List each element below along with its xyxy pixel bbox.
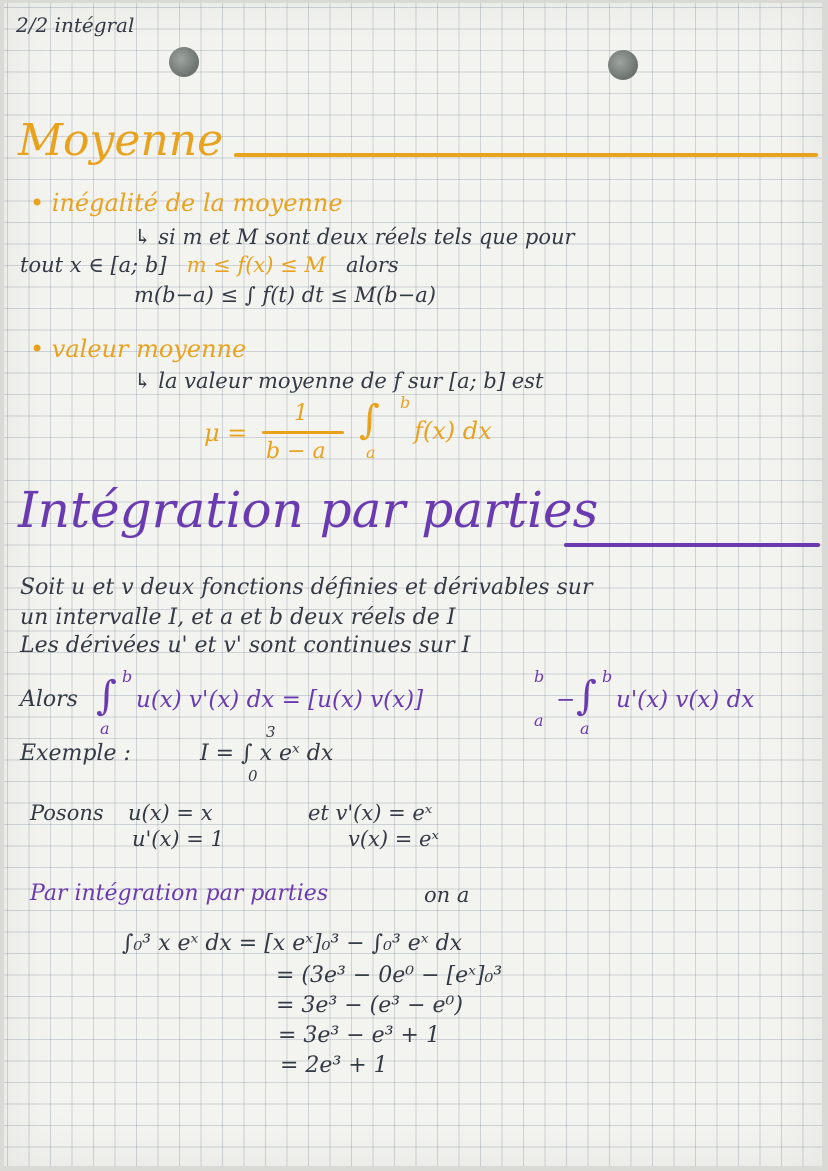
fraction-bar (262, 431, 344, 434)
integral-upper-bound: b (400, 393, 411, 412)
formula-minus: − (556, 687, 576, 713)
on-a: on a (424, 883, 470, 907)
integral-sign: ∫ (359, 397, 380, 443)
integral-lower-bound: a (366, 443, 376, 462)
section-title-moyenne: Moyenne (18, 115, 224, 166)
fraction-denominator: b − a (266, 439, 326, 464)
v-definition: v(x) = eˣ (348, 827, 439, 851)
alors-label: Alors (20, 687, 78, 712)
bound-upper: b (602, 667, 613, 686)
bound-lower: a (580, 719, 590, 738)
mu-symbol: μ = (204, 419, 248, 447)
calc-line: = 3e³ − (e³ − e⁰) (276, 993, 463, 1018)
bound-upper: b (122, 667, 133, 686)
notebook-page (4, 3, 822, 1166)
inegalite-line-1: ↳ si m et M sont deux réels tels que pour (134, 225, 575, 249)
formula-rhs: u'(x) v(x) dx (616, 687, 755, 713)
heading-inegalite: • inégalité de la moyenne (30, 189, 343, 217)
punch-hole-left (169, 47, 199, 77)
heading-valeur-moyenne: • valeur moyenne (30, 335, 247, 363)
example-expression: I = ∫ x eˣ dx (200, 741, 334, 766)
bracket-lower-bound: a (534, 711, 544, 730)
section-title-ipp: Intégration par parties (18, 481, 599, 539)
posons-label: Posons (30, 801, 104, 825)
ipp-text-line-2: un intervalle I, et a et b deux réels de I (20, 605, 456, 630)
bracket-upper-bound: b (534, 667, 545, 686)
v-prime-definition: et v'(x) = eˣ (308, 801, 433, 825)
par-integration-heading: Par intégration par parties (30, 881, 329, 906)
formula-lhs: u(x) v'(x) dx = [u(x) v(x)] (136, 687, 424, 713)
calc-line: = 2e³ + 1 (280, 1053, 388, 1078)
integrand: f(x) dx (414, 417, 492, 445)
integral-sign: ∫ (576, 673, 597, 719)
punch-hole-right (608, 50, 638, 80)
ipp-text-line-1: Soit u et v deux fonctions définies et dérivables sur (20, 575, 593, 600)
example-label: Exemple : (20, 741, 131, 766)
calc-line: = 3e³ − e³ + 1 (278, 1023, 440, 1048)
valeur-line-1: ↳ la valeur moyenne de f sur [a; b] est (134, 369, 544, 393)
u-prime: u'(x) = 1 (132, 827, 224, 851)
page-label: 2/2 intégral (16, 13, 135, 37)
example-upper-bound: 3 (266, 723, 276, 741)
calc-line: = (3e³ − 0e⁰ − [eˣ]₀³ (276, 963, 503, 988)
calc-line: ∫₀³ x eˣ dx = [x eˣ]₀³ − ∫₀³ eˣ dx (122, 931, 463, 956)
fraction-numerator: 1 (294, 401, 308, 426)
title-underline-ipp (564, 543, 820, 547)
integral-sign: ∫ (96, 673, 117, 719)
u-definition: u(x) = x (128, 801, 213, 825)
example-lower-bound: 0 (248, 767, 258, 785)
inegalite-line-2: tout x ∈ [a; b] m ≤ f(x) ≤ M alors (20, 253, 399, 277)
title-underline-moyenne (234, 153, 818, 157)
inegalite-line-3: m(b−a) ≤ ∫ f(t) dt ≤ M(b−a) (134, 283, 436, 307)
ipp-text-line-3: Les dérivées u' et v' sont continues sur I (20, 633, 471, 658)
bound-lower: a (100, 719, 110, 738)
